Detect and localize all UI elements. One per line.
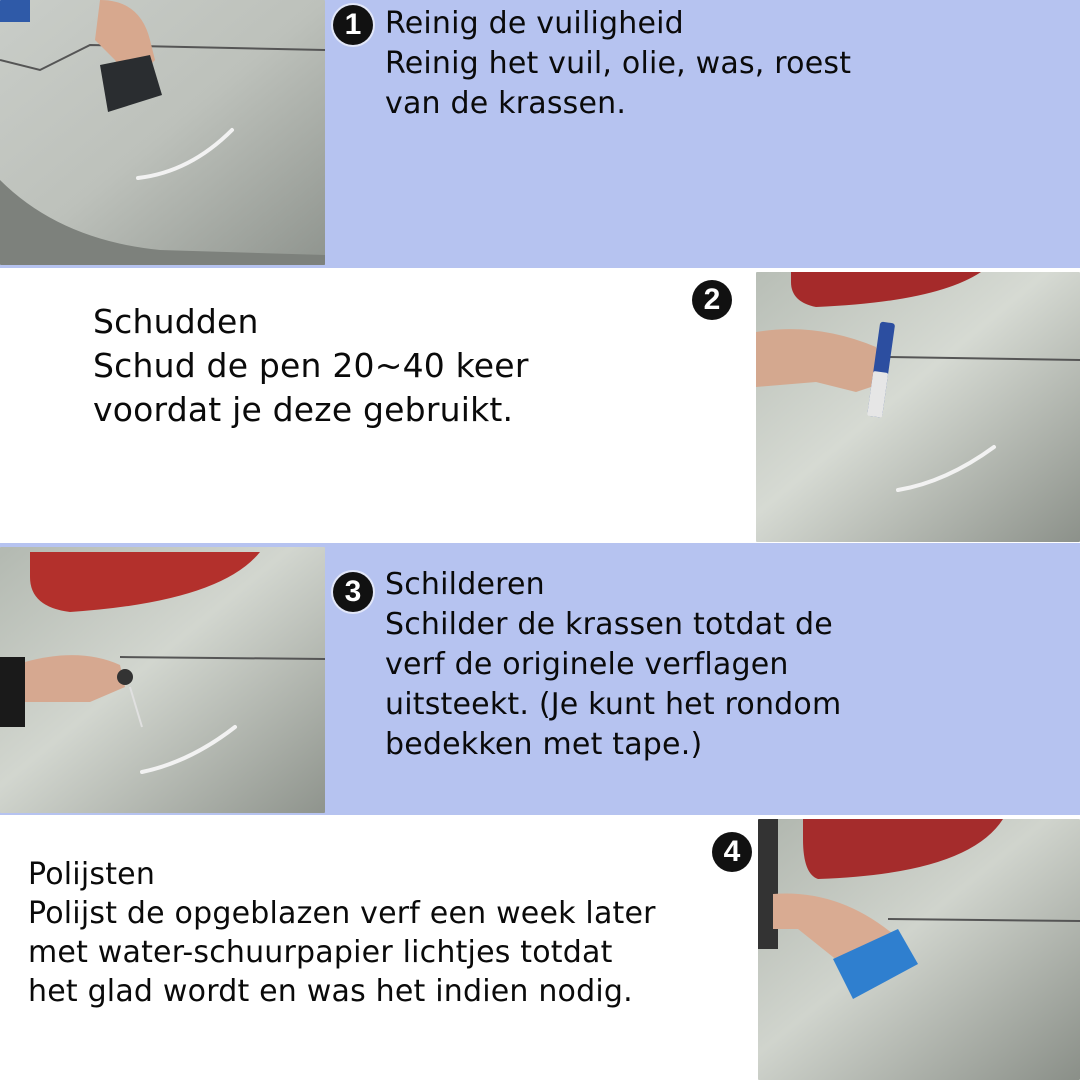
step-1-title: Reinig de vuiligheid xyxy=(385,6,684,41)
step-2-photo xyxy=(756,272,1080,542)
step-2-number-badge: 2 xyxy=(692,280,732,320)
step-2-line: Schud de pen 20~40 keer xyxy=(93,346,529,385)
step-3-section xyxy=(0,543,1080,815)
step-1-line: van de krassen. xyxy=(385,86,627,121)
step-4-number-badge: 4 xyxy=(712,832,752,872)
step-1-text xyxy=(385,4,851,124)
step-2-text xyxy=(93,300,529,432)
car-polishing-image xyxy=(758,819,1080,1080)
car-bumper-cleaning-image xyxy=(0,0,325,265)
step-1-line: Reinig het vuil, olie, was, roest xyxy=(385,46,852,81)
step-4-line: met water-schuurpapier lichtjes totdat xyxy=(28,935,613,970)
step-3-line: Schilder de krassen totdat de xyxy=(385,607,833,642)
step-4-text xyxy=(28,855,656,1011)
step-2-section xyxy=(0,268,1080,543)
step-3-text xyxy=(385,565,841,765)
car-pen-shaking-image xyxy=(756,272,1080,542)
step-4-line: het glad wordt en was het indien nodig. xyxy=(28,974,633,1009)
step-3-line: verf de originele verflagen xyxy=(385,647,789,682)
step-2-line: voordat je deze gebruikt. xyxy=(93,390,514,429)
step-3-title: Schilderen xyxy=(385,567,545,602)
step-3-line: bedekken met tape.) xyxy=(385,727,703,762)
step-4-title: Polijsten xyxy=(28,857,156,892)
step-3-line: uitsteekt. (Je kunt het rondom xyxy=(385,687,842,722)
step-4-section xyxy=(0,815,1080,1080)
step-3-photo xyxy=(0,547,325,813)
step-4-line: Polijst de opgeblazen verf een week later xyxy=(28,896,656,931)
car-painting-scratch-image xyxy=(0,547,325,813)
step-3-number-badge: 3 xyxy=(333,572,373,612)
step-1-section xyxy=(0,0,1080,268)
step-2-title: Schudden xyxy=(93,302,259,341)
step-1-number-badge: 1 xyxy=(333,5,373,45)
step-4-photo xyxy=(758,819,1080,1080)
step-1-photo xyxy=(0,0,325,265)
